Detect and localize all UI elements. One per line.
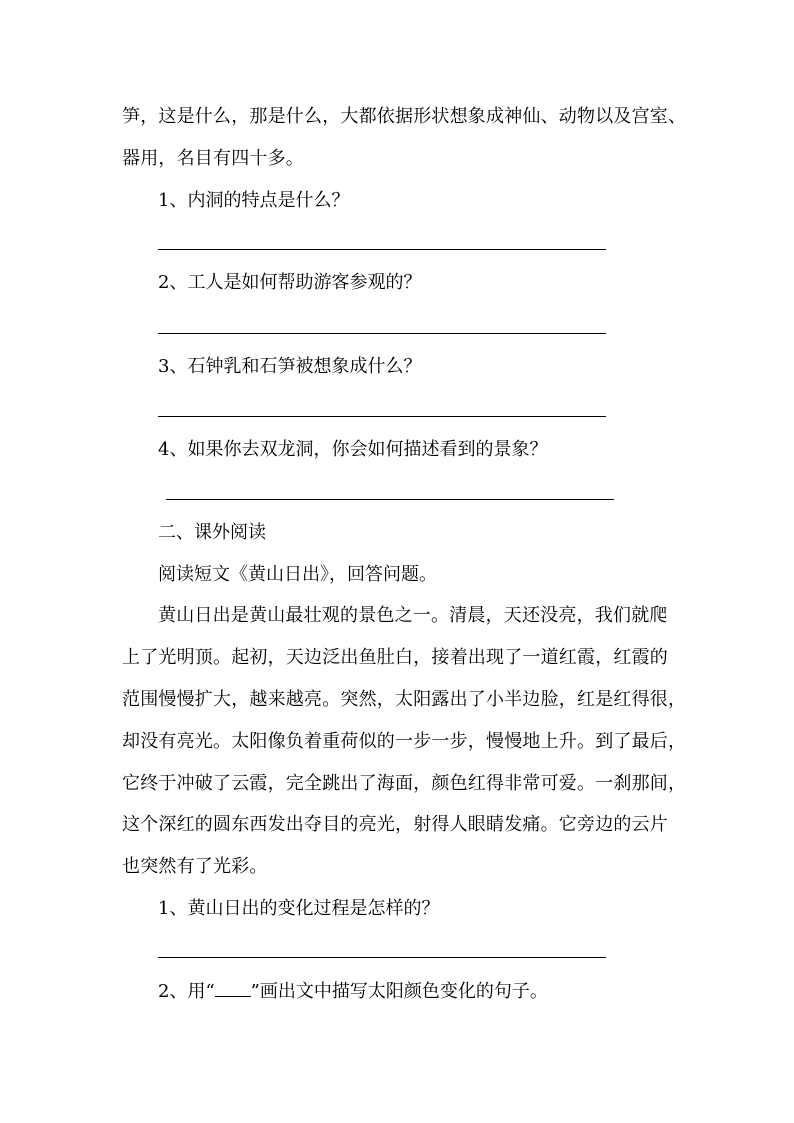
question-1: 1、内洞的特点是什么？ xyxy=(158,190,350,211)
answer-line-q3[interactable] xyxy=(158,416,606,417)
passage-line-5: 它终于冲破了云霞，完全跳出了海面，颜色红得非常可爱。一刹那间， xyxy=(122,773,687,794)
section-heading: 二、课外阅读 xyxy=(158,522,266,543)
answer-line-q4[interactable] xyxy=(166,499,614,500)
underline-marker-sample xyxy=(215,980,251,997)
reading-instruction: 阅读短文《黄山日出》，回答问题。 xyxy=(158,564,437,585)
answer-line-q1[interactable] xyxy=(158,249,606,250)
passage-tail-line-1: 笋，这是什么，那是什么，大都依据形状想象成神仙、动物以及宫室、 xyxy=(122,106,687,127)
passage-line-1: 黄山日出是黄山最壮观的景色之一。清晨，天还没亮，我们就爬 xyxy=(158,605,668,626)
reading-question-2-suffix: ”画出文中描写太阳颜色变化的句子。 xyxy=(250,981,548,1002)
passage-line-2: 上了光明顶。起初，天边泛出鱼肚白，接着出现了一道红霞，红霞的 xyxy=(122,647,668,668)
reading-question-2 xyxy=(158,980,548,1004)
answer-line-q2[interactable] xyxy=(158,333,606,334)
passage-line-3: 范围慢慢扩大，越来越亮。突然，太阳露出了小半边脸，红是红得很， xyxy=(122,689,687,710)
answer-line-reading-q1[interactable] xyxy=(158,957,606,958)
passage-line-4: 却没有亮光。太阳像负着重荷似的一步一步，慢慢地上升。到了最后， xyxy=(122,731,687,752)
passage-line-6: 这个深红的圆东西发出夺目的亮光，射得人眼睛发痛。它旁边的云片 xyxy=(122,814,668,835)
reading-question-2-prefix: 2、用“ xyxy=(158,981,215,1002)
question-4: 4、如果你去双龙洞，你会如何描述看到的景象？ xyxy=(158,439,548,460)
question-3: 3、石钟乳和石笋被想象成什么？ xyxy=(158,356,422,377)
passage-tail-line-2: 器用，名目有四十多。 xyxy=(122,148,304,169)
question-2: 2、工人是如何帮助游客参观的？ xyxy=(158,272,422,293)
passage-line-7: 也突然有了光彩。 xyxy=(122,856,268,877)
reading-question-1: 1、黄山日出的变化过程是怎样的？ xyxy=(158,898,440,919)
